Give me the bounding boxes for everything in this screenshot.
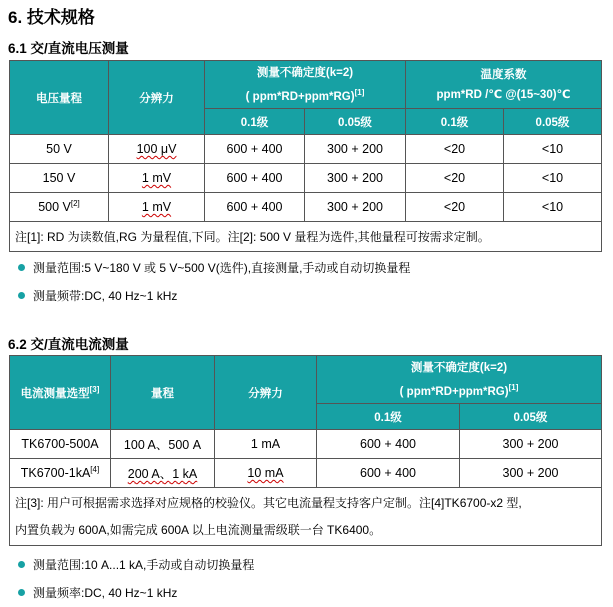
table-note: 注[3]: 用户可根据需求选择对应规格的校验仪。其它电流量程支持客户定制。注[4]TK6700-x2 型, 内置负载为 600A,如需完成 600A 以上电流测量需级联一台 TK6400。 xyxy=(10,488,602,546)
bullet-current-range: 测量范围:10 A...1 kA,手动或自动切换量程 xyxy=(18,556,254,573)
header-resolution: 分辨力 xyxy=(109,61,205,135)
subsection-title-voltage: 6.1 交/直流电压测量 xyxy=(8,41,129,56)
table-row: TK6700-500A 100 A、500 A 1 mA 600 + 400 300 + 200 xyxy=(10,430,602,459)
header-current-model: 电流测量选型[3] xyxy=(10,356,111,430)
header-grade-005: 0.05级 xyxy=(504,109,602,135)
header-temp-coefficient: 温度系数 ppm*RD /℃ @(15~30)℃ xyxy=(406,61,602,109)
bullet-dot-icon xyxy=(18,292,25,299)
table-row: TK6700-1kA[4] 200 A、1 kA 10 mA 600 + 400 300 + 200 xyxy=(10,459,602,488)
header-grade-01: 0.1级 xyxy=(406,109,504,135)
header-grade-005: 0.05级 xyxy=(305,109,406,135)
bullet-current-frequency: 测量频率:DC, 40 Hz~1 kHz xyxy=(18,584,177,601)
header-uncertainty: 测量不确定度(k=2) ( ppm*RD+ppm*RG)[1] xyxy=(205,61,406,109)
table-row: 50 V 100 μV 600 + 400 300 + 200 <20 <10 xyxy=(10,135,602,164)
header-voltage-range: 电压量程 xyxy=(10,61,109,135)
table-row: 500 V[2] 1 mV 600 + 400 300 + 200 <20 <10 xyxy=(10,193,602,222)
bullet-dot-icon xyxy=(18,589,25,596)
bullet-dot-icon xyxy=(18,561,25,568)
table-note: 注[1]: RD 为读数值,RG 为量程值,下同。注[2]: 500 V 量程为选件,其他量程可按需求定制。 xyxy=(10,222,602,252)
header-grade-01: 0.1级 xyxy=(205,109,305,135)
current-spec-table xyxy=(9,355,602,546)
bullet-voltage-bandwidth: 测量频带:DC, 40 Hz~1 kHz xyxy=(18,287,177,304)
subsection-title-current: 6.2 交/直流电流测量 xyxy=(8,337,129,352)
table-row: 150 V 1 mV 600 + 400 300 + 200 <20 <10 xyxy=(10,164,602,193)
header-resolution: 分辨力 xyxy=(215,356,317,430)
bullet-dot-icon xyxy=(18,264,25,271)
header-grade-01: 0.1级 xyxy=(317,404,460,430)
voltage-spec-table xyxy=(9,60,602,252)
section-title: 6. 技术规格 xyxy=(8,8,95,27)
header-grade-005: 0.05级 xyxy=(460,404,602,430)
header-range: 量程 xyxy=(111,356,215,430)
bullet-voltage-range: 测量范围:5 V~180 V 或 5 V~500 V(选件),直接测量,手动或自动切换量程 xyxy=(18,259,410,276)
header-uncertainty: 测量不确定度(k=2) ( ppm*RD+ppm*RG)[1] xyxy=(317,356,602,404)
